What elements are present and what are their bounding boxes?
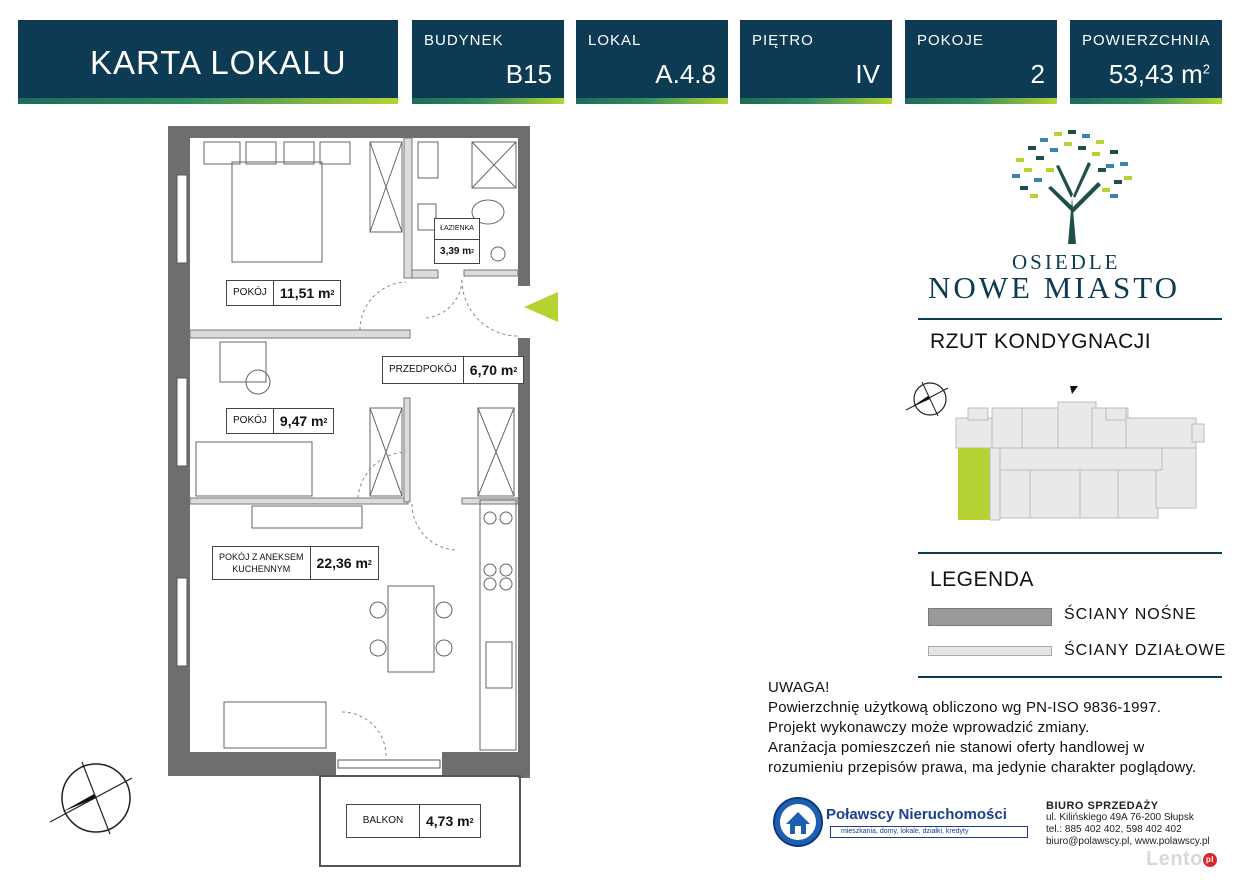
floor-card — [740, 20, 892, 104]
legend-swatch-load-bearing — [928, 608, 1052, 626]
room-area-sup: 2 — [469, 817, 474, 825]
area-label: POWIERZCHNIA — [1082, 32, 1211, 49]
door-swings — [342, 280, 518, 756]
title-card — [18, 20, 398, 104]
room-area-sup: 2 — [513, 366, 518, 374]
note-line: Projekt wykonawczy może wprowadzić zmiany. — [768, 719, 1090, 736]
note-line: Aranżacja pomieszczeń nie stanowi oferty handlowej w — [768, 739, 1145, 756]
accent-bar — [740, 98, 892, 104]
note-line: Powierzchnię użytkową obliczono wg PN-ISO 9836-1997. — [768, 699, 1162, 716]
room-area — [435, 239, 479, 263]
office-email: biuro@polawscy.pl, www.polawscy.pl — [1046, 836, 1210, 847]
legend-title: LEGENDA — [930, 568, 1034, 591]
agency-name: Poławscy Nieruchomości — [826, 806, 1007, 823]
note-line: rozumieniu przepisów prawa, ma jedynie charakter poglądowy. — [768, 759, 1197, 776]
legend-label-load-bearing: ŚCIANY NOŚNE — [1064, 606, 1197, 623]
room-area — [419, 805, 480, 837]
room-area — [273, 281, 341, 305]
room-name: POKÓJ — [233, 415, 267, 426]
entrance-arrow-icon — [522, 290, 560, 324]
office-phone: tel.: 885 402 402, 598 402 402 — [1046, 824, 1182, 835]
area-card — [1070, 20, 1222, 104]
room-area — [273, 409, 334, 433]
agency-house-logo-icon — [772, 796, 824, 848]
accent-bar — [1070, 98, 1222, 104]
agency-tagline: mieszkania, domy, lokale, działki, kredyty — [830, 826, 1028, 838]
unit-label: LOKAL — [588, 32, 642, 49]
compass-icon — [46, 756, 138, 840]
building-key-plan — [952, 382, 1208, 524]
building-value: B15 — [505, 59, 552, 89]
room-area-number: 9,47 m — [279, 413, 324, 429]
room-label-balkon — [346, 804, 481, 838]
room-area-number: 11,51 m — [279, 285, 331, 301]
area-number: 53,43 m — [1108, 59, 1203, 89]
room-name-line2: KUCHENNYM — [232, 564, 291, 574]
building-card — [412, 20, 564, 104]
room-name — [213, 547, 310, 579]
area-value — [1109, 59, 1210, 90]
building-label: BUDYNEK — [424, 32, 504, 49]
room-label-przedpokoj — [382, 356, 524, 384]
area-sup: 2 — [1202, 61, 1210, 77]
room-name: PRZEDPOKÓJ — [389, 364, 457, 375]
unit-value: A.4.8 — [655, 59, 716, 89]
note-line: UWAGA! — [768, 679, 830, 696]
disclaimer-notes — [768, 678, 1238, 778]
divider — [918, 318, 1222, 320]
room-label-pokoj-z-aneksem — [212, 546, 379, 580]
page-title: KARTA LOKALU — [90, 44, 347, 81]
room-area-number: 4,73 m — [426, 813, 470, 829]
floor-label: PIĘTRO — [752, 32, 814, 49]
room-label-pokoj-2 — [226, 408, 334, 434]
room-label-lazienka — [434, 218, 480, 264]
watermark-badge: pl — [1203, 853, 1217, 867]
room-label-pokoj-1 — [226, 280, 341, 306]
compass-small-icon — [902, 380, 952, 418]
room-area-sup: 2 — [323, 417, 328, 425]
brand-line-2: NOWE MIASTO — [928, 270, 1180, 305]
room-area-number: 6,70 m — [469, 362, 514, 378]
room-name: ŁAZIENKA — [440, 225, 474, 232]
windows — [177, 175, 440, 768]
floor-plan-title: RZUT KONDYGNACJI — [930, 330, 1152, 353]
room-area-sup: 2 — [330, 289, 335, 297]
rooms-value: 2 — [1030, 59, 1045, 89]
accent-bar — [412, 98, 564, 104]
room-area-number: 22,36 m — [316, 555, 368, 571]
tree-leaves — [1012, 130, 1132, 198]
room-area-sup: 2 — [471, 248, 474, 255]
room-name: BALKON — [362, 815, 404, 826]
unit-card — [576, 20, 728, 104]
floor-value: IV — [855, 59, 880, 89]
rooms-card — [905, 20, 1057, 104]
legend-swatch-partition — [928, 646, 1052, 656]
office-title: BIURO SPRZEDAŻY — [1046, 800, 1159, 812]
accent-bar — [576, 98, 728, 104]
brand-line-1: OSIEDLE — [1012, 250, 1121, 274]
divider — [918, 552, 1222, 554]
room-area — [310, 547, 378, 579]
watermark — [1146, 848, 1217, 871]
room-area — [463, 357, 524, 383]
tree-logo-icon — [1006, 128, 1140, 246]
accent-bar — [905, 98, 1057, 104]
room-name: POKÓJ — [233, 287, 267, 298]
watermark-text: Lento — [1146, 848, 1203, 870]
partition-walls — [190, 138, 518, 504]
sales-office — [1046, 800, 1210, 848]
title-accent-bar — [18, 98, 398, 104]
room-name-line1: POKÓJ Z ANEKSEM — [219, 552, 304, 562]
position-marker-icon — [1070, 386, 1078, 394]
rooms-label: POKOJE — [917, 32, 984, 49]
room-area-sup: 2 — [367, 559, 372, 567]
floor-plan — [160, 120, 540, 870]
office-address: ul. Kilińskiego 49A 76-200 Słupsk — [1046, 812, 1194, 823]
legend-label-partition: ŚCIANY DZIAŁOWE — [1064, 642, 1227, 659]
room-area-number: 3,39 m — [440, 246, 472, 257]
